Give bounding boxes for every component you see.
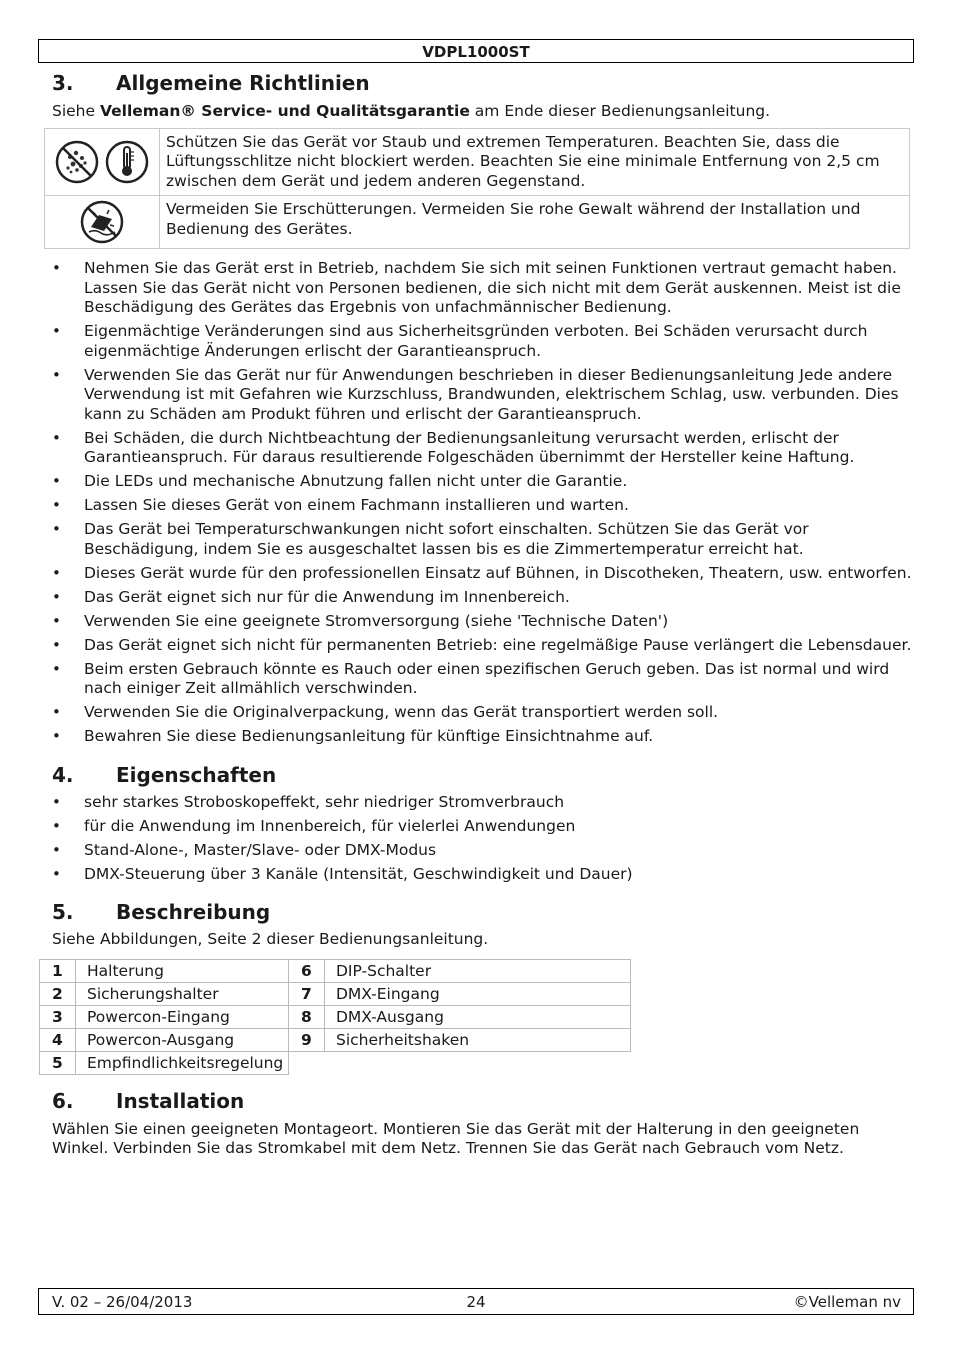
list-item: • Verwenden Sie das Gerät nur für Anwendungen beschrieben in dieser Bedienungsanleitung Jede andere Verwendung ist mit Gefahren wie Kurzschluss, Brandwunden, elektrischem Schlag, usw. verbunden. Dies kann zu Schäden am Produkt führen und erlischt der Garantieanspruch. xyxy=(52,366,912,425)
safety-row xyxy=(45,128,910,196)
list-item: • Dieses Gerät wurde für den professionellen Einsatz auf Bühnen, in Discotheken, Theatern, usw. entworfen. xyxy=(52,564,912,584)
list-item: • sehr starkes Stroboskopeffekt, sehr niedriger Stromverbrauch xyxy=(52,793,912,813)
section-number: 4. xyxy=(52,762,74,787)
section-number: 5. xyxy=(52,900,74,924)
part-number: 5 xyxy=(40,1051,76,1074)
section-3-intro xyxy=(52,102,912,122)
part-number: 7 xyxy=(289,982,325,1005)
guidelines-list xyxy=(52,259,912,747)
table-row xyxy=(40,959,631,982)
list-item: • Bewahren Sie diese Bedienungsanleitung für künftige Einsichtnahme auf. xyxy=(52,727,912,747)
section-title: Eigenschaften xyxy=(116,762,277,787)
list-item: • Das Gerät bei Temperaturschwankungen nicht sofort einschalten. Schützen Sie das Gerät vor Beschädigung, indem Sie es ausgeschaltet lassen bis es die Zimmertemperatur erreicht hat. xyxy=(52,520,912,559)
page-footer xyxy=(38,1288,914,1315)
list-item: • Verwenden Sie die Originalverpackung, wenn das Gerät transportiert werden soll. xyxy=(52,703,912,723)
part-number: 3 xyxy=(40,1005,76,1028)
list-item: • Das Gerät eignet sich nur für die Anwendung im Innenbereich. xyxy=(52,588,912,608)
safety-icons-cell xyxy=(45,128,160,196)
part-label: Sicherheitshaken xyxy=(325,1028,631,1051)
section-4-heading xyxy=(52,761,912,789)
intro-text-end: am Ende dieser Bedienungsanleitung. xyxy=(469,102,771,120)
part-label: Empfindlichkeitsregelung xyxy=(76,1051,289,1074)
intro-text: Siehe xyxy=(52,102,100,120)
part-number: 4 xyxy=(40,1028,76,1051)
list-item: • Die LEDs und mechanische Abnutzung fallen nicht unter die Garantie. xyxy=(52,472,912,492)
part-label: Halterung xyxy=(76,959,289,982)
copyright: ©Velleman nv xyxy=(793,1293,901,1311)
list-item: • Beim ersten Gebrauch könnte es Rauch oder einen spezifischen Geruch geben. Das ist normal und wird nach einiger Zeit allmählich verschwinden. xyxy=(52,660,912,699)
safety-icons-table xyxy=(44,128,910,250)
part-number: 2 xyxy=(40,982,76,1005)
features-list xyxy=(52,793,912,885)
table-row xyxy=(40,1005,631,1028)
model-title: VDPL1000ST xyxy=(422,43,530,61)
part-label: DIP-Schalter xyxy=(325,959,631,982)
section-6-heading xyxy=(52,1087,912,1115)
empty-cell xyxy=(325,1051,631,1074)
safety-text: Schützen Sie das Gerät vor Staub und extremen Temperaturen. Beachten Sie, dass die Lüftungsschlitze nicht blockiert werden. Beachten Sie eine minimale Entfernung von 2,5 cm zwischen dem Gerät und jedem anderen Gegenstand. xyxy=(160,128,910,196)
list-item: • Bei Schäden, die durch Nichtbeachtung der Bedienungsanleitung verursacht werden, erlischt der Garantieanspruch. Für daraus resultierende Folgeschäden übernimmt der Hersteller keine Haftung. xyxy=(52,429,912,468)
list-item: • für die Anwendung im Innenbereich, für vielerlei Anwendungen xyxy=(52,817,912,837)
section-6-text: Wählen Sie einen geeigneten Montageort. Montieren Sie das Gerät mit der Halterung in den geeigneten Winkel. Verbinden Sie das Stromkabel mit dem Netz. Trennen Sie das Gerät nach Gebrauch vom Netz. xyxy=(52,1119,860,1157)
version-date: V. 02 – 26/04/2013 xyxy=(52,1293,193,1311)
part-label: Powercon-Eingang xyxy=(76,1005,289,1028)
page-header xyxy=(38,39,914,63)
table-row xyxy=(40,1028,631,1051)
part-label: Sicherungshalter xyxy=(76,982,289,1005)
page-content xyxy=(52,69,912,1159)
parts-table xyxy=(39,959,631,1075)
list-item: • DMX-Steuerung über 3 Kanäle (Intensität, Geschwindigkeit und Dauer) xyxy=(52,865,912,885)
list-item: • Nehmen Sie das Gerät erst in Betrieb, nachdem Sie sich mit seinen Funktionen vertraut gemacht haben. Lassen Sie das Gerät nicht von Personen bedienen, die sich nicht mit dem Gerät auskennen. Meist ist die Beschädigung des Gerätes das Ergebnis von unfachmännischer Bedienung. xyxy=(52,259,912,318)
section-number: 6. xyxy=(52,1088,74,1113)
safety-row xyxy=(45,196,910,249)
part-label: DMX-Ausgang xyxy=(325,1005,631,1028)
part-label: DMX-Eingang xyxy=(325,982,631,1005)
section-5-heading xyxy=(52,898,912,926)
table-row xyxy=(40,1051,631,1074)
list-item: • Eigenmächtige Veränderungen sind aus Sicherheitsgründen verboten. Bei Schäden verursacht durch eigenmächtige Änderungen erlischt der Garantieanspruch. xyxy=(52,322,912,361)
section-number: 3. xyxy=(52,71,74,95)
list-item: • Stand-Alone-, Master/Slave- oder DMX-Modus xyxy=(52,841,912,861)
safety-icons-cell xyxy=(45,196,160,249)
page-number: 24 xyxy=(466,1293,486,1311)
empty-cell xyxy=(289,1051,325,1074)
section-3-heading xyxy=(52,69,912,97)
no-shock-icon xyxy=(79,199,125,245)
part-number: 6 xyxy=(289,959,325,982)
section-title: Installation xyxy=(116,1088,245,1113)
list-item: • Verwenden Sie eine geeignete Stromversorgung (siehe 'Technische Daten') xyxy=(52,612,912,632)
no-dust-icon xyxy=(54,139,100,185)
list-item: • Das Gerät eignet sich nicht für permanenten Betrieb: eine regelmäßige Pause verlängert die Lebensdauer. xyxy=(52,636,912,656)
warranty-reference: Velleman® Service- und Qualitätsgarantie xyxy=(99,102,470,120)
safety-text: Vermeiden Sie Erschütterungen. Vermeiden Sie rohe Gewalt während der Installation und Bedienung des Gerätes. xyxy=(160,196,910,249)
table-row xyxy=(40,982,631,1005)
part-number: 1 xyxy=(40,959,76,982)
thermometer-icon xyxy=(104,139,150,185)
section-title: Allgemeine Richtlinien xyxy=(116,71,370,95)
section-5-intro: Siehe Abbildungen, Seite 2 dieser Bedienungsanleitung. xyxy=(52,930,489,948)
part-number: 8 xyxy=(289,1005,325,1028)
section-title: Beschreibung xyxy=(116,900,271,924)
part-label: Powercon-Ausgang xyxy=(76,1028,289,1051)
part-number: 9 xyxy=(289,1028,325,1051)
list-item: • Lassen Sie dieses Gerät von einem Fachmann installieren und warten. xyxy=(52,496,912,516)
